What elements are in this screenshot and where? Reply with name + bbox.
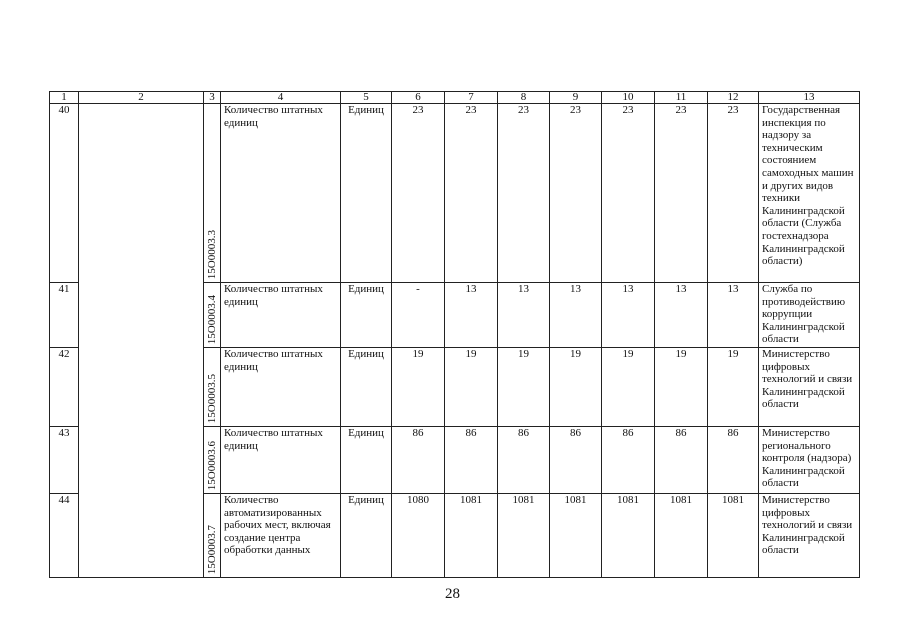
value-cell: 1081 — [602, 494, 655, 578]
header-cell: 4 — [221, 92, 341, 104]
indicator-name: Количество штатных единиц — [221, 427, 341, 494]
value-cell: 86 — [550, 427, 602, 494]
value-cell: 23 — [392, 104, 445, 283]
unit-cell: Единиц — [341, 104, 392, 283]
row-number: 43 — [50, 427, 79, 494]
indicator-code — [204, 427, 221, 494]
responsible-org: Министерство регионального контроля (надзора) Калининградской области — [759, 427, 860, 494]
indicator-name: Количество штатных единиц — [221, 104, 341, 283]
header-cell: 2 — [79, 92, 204, 104]
header-cell: 7 — [445, 92, 498, 104]
unit-cell: Единиц — [341, 494, 392, 578]
value-cell: 19 — [392, 348, 445, 427]
value-cell: 23 — [550, 104, 602, 283]
value-cell: 23 — [602, 104, 655, 283]
value-cell: 1081 — [550, 494, 602, 578]
header-cell: 13 — [759, 92, 860, 104]
value-cell: 13 — [445, 283, 498, 348]
unit-cell: Единиц — [341, 427, 392, 494]
responsible-org: Служба по противодействию коррупции Калининградской области — [759, 283, 860, 348]
header-cell: 12 — [708, 92, 759, 104]
row-number: 41 — [50, 283, 79, 348]
indicator-code — [204, 283, 221, 348]
indicator-table — [49, 91, 860, 578]
indicator-code — [204, 104, 221, 283]
value-cell: 19 — [550, 348, 602, 427]
value-cell: 86 — [498, 427, 550, 494]
value-cell: 13 — [655, 283, 708, 348]
value-cell: 86 — [445, 427, 498, 494]
header-row — [50, 92, 860, 104]
value-cell: 86 — [708, 427, 759, 494]
value-cell: 13 — [708, 283, 759, 348]
table-row — [50, 104, 860, 283]
value-cell: 1081 — [445, 494, 498, 578]
value-cell: 23 — [655, 104, 708, 283]
value-cell: 1081 — [655, 494, 708, 578]
indicator-name: Количество штатных единиц — [221, 283, 341, 348]
header-cell: 10 — [602, 92, 655, 104]
unit-cell: Единиц — [341, 283, 392, 348]
value-cell: 1081 — [498, 494, 550, 578]
unit-cell: Единиц — [341, 348, 392, 427]
responsible-org: Государственная инспекция по надзору за техническим состоянием самоходных машин и других видов техники Калининградской области (Служба гостехнадзора Калининградской области) — [759, 104, 860, 283]
indicator-code-text: 15O0003.7 — [206, 524, 218, 574]
page-number: 28 — [445, 586, 460, 602]
value-cell: 13 — [498, 283, 550, 348]
value-cell: 19 — [602, 348, 655, 427]
value-cell: 23 — [498, 104, 550, 283]
header-cell: 3 — [204, 92, 221, 104]
value-cell: 19 — [708, 348, 759, 427]
header-cell: 11 — [655, 92, 708, 104]
header-cell: 9 — [550, 92, 602, 104]
indicator-code — [204, 494, 221, 578]
value-cell: 13 — [602, 283, 655, 348]
indicator-code-text: 15O0003.5 — [206, 373, 218, 423]
value-cell: 1080 — [392, 494, 445, 578]
indicator-code-text: 15O0003.3 — [206, 229, 218, 279]
header-cell: 5 — [341, 92, 392, 104]
responsible-org: Министерство цифровых технологий и связи Калининградской области — [759, 348, 860, 427]
header-cell: 6 — [392, 92, 445, 104]
value-cell: 23 — [445, 104, 498, 283]
value-cell: 23 — [708, 104, 759, 283]
value-cell: 86 — [655, 427, 708, 494]
row-number: 42 — [50, 348, 79, 427]
indicator-name: Количество автоматизированных рабочих мест, включая создание центра обработки данных — [221, 494, 341, 578]
header-cell: 1 — [50, 92, 79, 104]
indicator-code-text: 15O0003.6 — [206, 440, 218, 490]
group-cell — [79, 104, 204, 578]
value-cell: 13 — [550, 283, 602, 348]
row-number: 44 — [50, 494, 79, 578]
indicator-code — [204, 348, 221, 427]
value-cell: 1081 — [708, 494, 759, 578]
header-cell: 8 — [498, 92, 550, 104]
indicator-name: Количество штатных единиц — [221, 348, 341, 427]
value-cell: 19 — [655, 348, 708, 427]
value-cell: 86 — [602, 427, 655, 494]
responsible-org: Министерство цифровых технологий и связи Калининградской области — [759, 494, 860, 578]
value-cell: 86 — [392, 427, 445, 494]
indicator-code-text: 15O0003.4 — [206, 294, 218, 344]
value-cell: 19 — [498, 348, 550, 427]
value-cell: 19 — [445, 348, 498, 427]
value-cell: - — [392, 283, 445, 348]
row-number: 40 — [50, 104, 79, 283]
